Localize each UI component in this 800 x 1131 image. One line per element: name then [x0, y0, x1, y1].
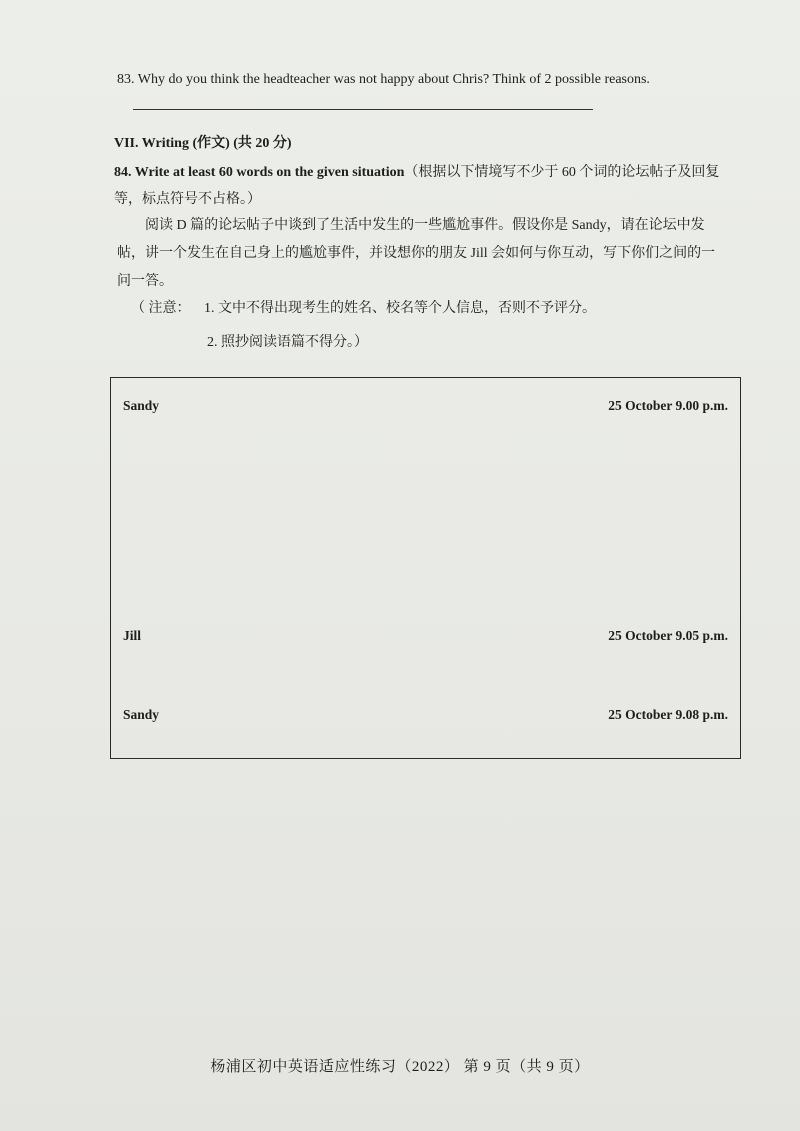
- note-1-text: 1. 文中不得出现考生的姓名、校名等个人信息，否则不予评分。: [204, 301, 596, 316]
- question-84-lead: 84. Write at least 60 words on the given situation: [114, 165, 405, 180]
- note-2: 2. 照抄阅读语篇不得分。）: [207, 335, 368, 350]
- forum-writing-box[interactable]: [110, 377, 741, 759]
- note-prefix: （ 注意：: [131, 301, 191, 316]
- question-84: [114, 159, 724, 213]
- post-author: Jill: [123, 628, 142, 643]
- post-author: Sandy: [123, 398, 160, 413]
- post-time: 25 October 9.00 p.m.: [608, 398, 728, 413]
- page-footer: 杨浦区初中英语适应性练习（2022） 第 9 页（共 9 页）: [210, 1059, 590, 1075]
- answer-line[interactable]: [133, 109, 593, 110]
- question-84-instruction: （根据以下情境写不少于 60 个词的论坛帖子及回复等，标点符号不占格。）: [114, 165, 720, 207]
- situation-paragraph: 阅读 D 篇的论坛帖子中谈到了生活中发生的一些尴尬事件。假设你是 Sandy，请在论坛中发帖，讲一个发生在自己身上的尴尬事件，并设想你的朋友 Jill 会如何与你互动，写下你们之间的一问一答。: [117, 218, 716, 289]
- question-83: 83. Why do you think the headteacher was not happy about Chris? Think of 2 possible reasons.: [117, 72, 650, 87]
- post-time: 25 October 9.05 p.m.: [608, 628, 728, 643]
- post-author: Sandy: [123, 707, 160, 722]
- post-time: 25 October 9.08 p.m.: [608, 707, 728, 722]
- section-title: VII. Writing (作文) (共 20 分): [114, 136, 292, 151]
- note-1: [131, 297, 596, 317]
